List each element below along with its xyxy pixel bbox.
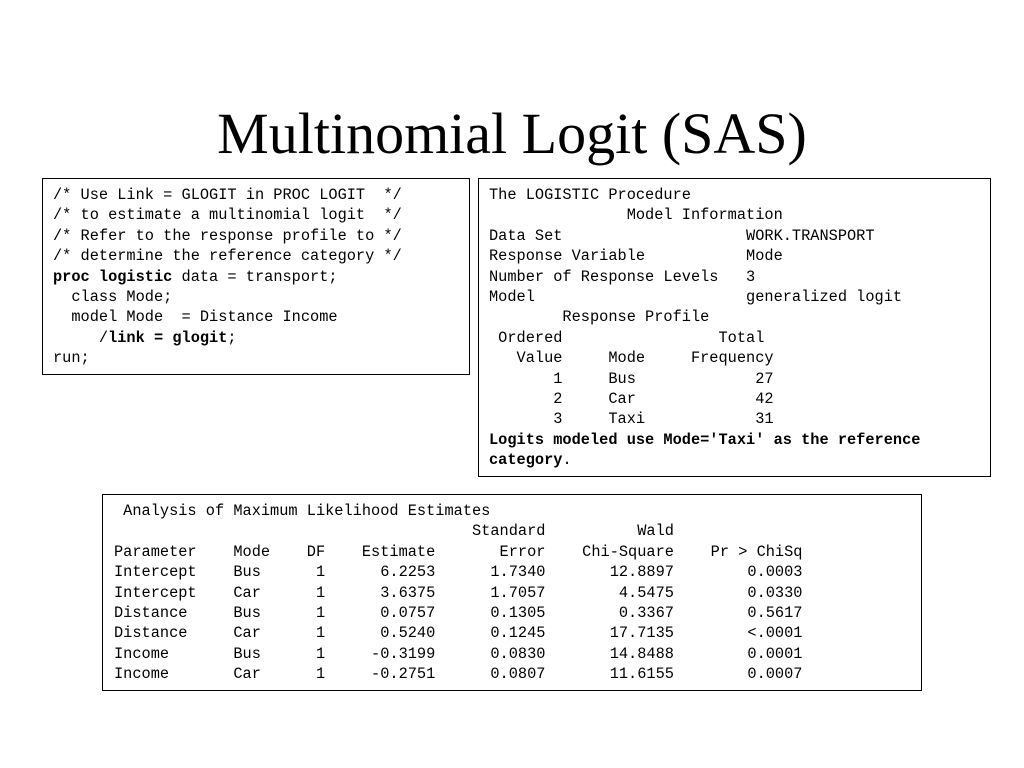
- code-run-line: run;: [53, 349, 90, 368]
- proc-keyword: proc logistic: [53, 267, 173, 286]
- code-link-line: [53, 328, 459, 348]
- reference-note: Logits modeled use Mode='Taxi' as the reference: [489, 430, 921, 449]
- ml-estimates-box: [102, 494, 922, 691]
- sas-code-box: [42, 178, 470, 375]
- model-info-row: Model generalized logit: [489, 287, 903, 306]
- estimates-row: Income Bus 1 -0.3199 0.0830 14.8488 0.0001: [114, 644, 803, 663]
- reference-note-period: .: [562, 451, 572, 470]
- code-class-line: class Mode;: [53, 287, 173, 306]
- procedure-title: The LOGISTIC Procedure: [489, 186, 691, 204]
- response-profile-row: 3 Taxi 31: [489, 410, 774, 429]
- reference-note-cont: [489, 450, 980, 470]
- proc-args: data = transport;: [172, 267, 338, 286]
- code-comment-line: /* Use Link = GLOGIT in PROC LOGIT */: [53, 186, 402, 204]
- model-info-row: Number of Response Levels 3: [489, 267, 756, 286]
- estimates-header: Parameter Mode DF Estimate Error Chi-Square Pr > ChiSq: [114, 542, 803, 561]
- link-keyword: link = glogit: [108, 328, 228, 347]
- code-comment-line: /* determine the reference category */: [53, 247, 402, 266]
- estimates-row: Intercept Bus 1 6.2253 1.7340 12.8897 0.0003: [114, 563, 803, 582]
- response-profile-row: 1 Bus 27: [489, 369, 774, 388]
- response-profile-header: Value Mode Frequency: [489, 349, 774, 368]
- slide-title: Multinomial Logit (SAS): [217, 101, 807, 166]
- response-profile-row: 2 Car 42: [489, 389, 774, 408]
- estimates-row: Distance Car 1 0.5240 0.1245 17.7135 <.0001: [114, 624, 803, 643]
- link-prefix: /: [53, 328, 109, 347]
- estimates-row: Income Car 1 -0.2751 0.0807 11.6155 0.0007: [114, 665, 803, 684]
- code-comment-line: /* Refer to the response profile to */: [53, 226, 402, 245]
- estimates-header: Standard Wald: [114, 522, 674, 541]
- estimates-row: Distance Bus 1 0.0757 0.1305 0.3367 0.5617: [114, 603, 803, 622]
- code-model-line: model Mode = Distance Income: [53, 308, 338, 327]
- code-comment-line: /* to estimate a multinomial logit */: [53, 206, 402, 225]
- estimates-heading: Analysis of Maximum Likelihood Estimates: [114, 502, 491, 520]
- model-info-row: Response Variable Mode: [489, 247, 783, 266]
- response-profile-heading: Response Profile: [489, 308, 710, 327]
- model-info-heading: Model Information: [489, 206, 783, 225]
- logistic-output-box: [478, 178, 991, 477]
- estimates-row: Intercept Car 1 3.6375 1.7057 4.5475 0.0330: [114, 583, 803, 602]
- code-proc-line: [53, 267, 459, 287]
- link-suffix: ;: [227, 328, 237, 347]
- reference-note-word: category: [489, 451, 563, 470]
- model-info-row: Data Set WORK.TRANSPORT: [489, 226, 875, 245]
- response-profile-header: Ordered Total: [489, 328, 765, 347]
